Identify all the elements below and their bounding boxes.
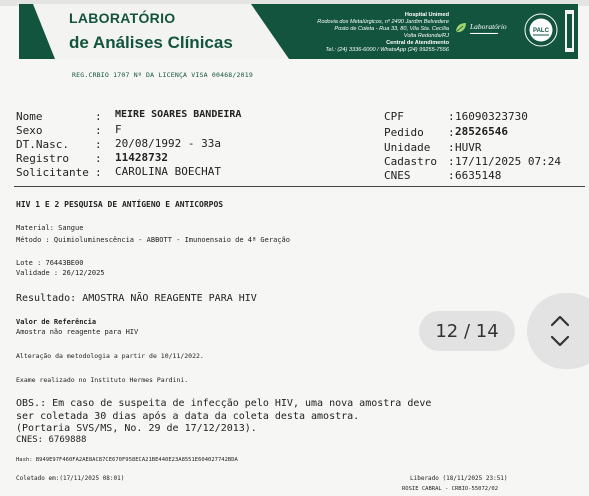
coletado-line: Coletado em:(17/11/2025 08:01) [16,475,125,482]
ref-title: Valor de Referência [16,318,97,326]
alteracao-note: Alteração da metodologia a partir de 10/11/2022. [16,352,204,360]
unidade-label: Unidade [384,141,431,154]
pedido-label: Pedido [384,126,424,139]
obs-line1: OBS.: Em caso de suspeita de infecção pelo HIV, uma nova amostra deve [16,398,432,409]
sexo-value: F [115,123,122,136]
cpf-label: CPF [384,110,404,123]
lab-header [19,4,578,59]
solicitante-value: CAROLINA BOECHAT [115,165,221,178]
registro-label: Registro [16,152,69,165]
cnes-colon: : [448,169,455,182]
liberado-line: Liberado (18/11/2025 23:51) [410,475,508,482]
dtnasc-colon: : [95,138,102,151]
realizado-note: Exame realizado no Instituto Hermes Pardini. [16,376,189,384]
nome-colon: : [95,110,102,123]
exam-resultado: Resultado: AMOSTRA NÃO REAGENTE PARA HIV [16,293,257,304]
cadastro-label: Cadastro [384,155,437,168]
solicitante-label: Solicitante [16,166,89,179]
vertical-label-bar [567,14,572,48]
lab-title-line2: de Análises Clínicas [69,33,233,52]
logo-text: Laboratório [470,22,507,31]
ref-value: Amostra não reagente para HIV [16,328,139,336]
palc-seal-icon [524,13,558,47]
obs-line3: (Portaria SVS/MS, No. 29 de 17/12/2013). [16,423,257,434]
central-atendimento: Central de Atendimento [386,40,449,46]
cnes-value: 6635148 [455,169,502,182]
leaf-icon [455,22,467,34]
dtnasc-label: DT.Nasc. [16,138,69,151]
chevron-up-down-icon[interactable] [549,313,571,349]
patient-name: MEIRE SOARES BANDEIRA [115,109,242,120]
hash-line: Hash: B949E97F460FA2AE8AC87CE670F958ECA21BE440E23A8551E604027742BDA [16,457,238,463]
header-vertical-label [565,10,574,52]
registration-line: REG.CRBIO 1707 Nº DA LICENÇA VISA 00468/2019 [72,71,253,79]
posto-coleta: Posto de Coleta - Rua 33, 80, Vila Sta. Cecília [334,26,449,32]
exam-title: HIV 1 E 2 PESQUISA DE ANTÍGENO E ANTICORPOS [16,200,224,209]
lab-title-line1: LABORATÓRIO [69,10,176,26]
patient-divider [14,186,585,187]
phones: Tel.: (24) 3336-6000 / WhatsApp (24) 99255-7556 [325,47,449,53]
solicitante-colon: : [95,166,102,179]
cpf-value: 16090323730 [455,110,528,123]
exam-material: Material: Sangue [16,224,84,232]
sexo-label: Sexo [16,124,43,137]
unidade-value: HUVR [455,141,482,154]
lab-address [249,12,449,54]
logo-subtext: ▬▬▬▬▬▬▬▬ [470,31,498,35]
pedido-value: 28526546 [455,125,508,138]
exam-validade: Validade : 26/12/2025 [16,269,105,277]
cadastro-colon: : [448,155,455,168]
cpf-colon: : [448,110,455,123]
exam-metodo: Método : Quimioluminescência - ABBOTT - Imunoensaio de 4ª Geração [16,236,290,244]
responsavel-line: ROSIE CABRAL - CRBIO-55072/02 [402,486,499,492]
seal-text: PALC [533,28,549,34]
registro-value: 11428732 [115,151,168,164]
laboratorio-logo [455,20,519,40]
obs-cnes: CNES: 6769888 [16,435,87,445]
hospital-name: Hospital Unimed [404,12,449,18]
hospital-address: Rodovia dos Metalúrgicos, nº 2490 Jardim Belvedere [317,19,449,25]
pedido-colon: : [448,126,455,139]
unidade-colon: : [448,141,455,154]
nome-label: Nome [16,110,43,123]
exam-lote: Lote : 76443BE00 [16,259,84,267]
sexo-colon: : [95,124,102,137]
obs-line2: ser coletada 30 dias após a data da coleta desta amostra. [16,411,360,422]
cadastro-value: 17/11/2025 07:24 [455,155,561,168]
city: Volta Redonda/RJ [403,33,449,39]
registro-colon: : [95,152,102,165]
page-indicator: 12 / 14 [419,311,515,351]
dtnasc-value: 20/08/1992 - 33a [115,137,221,150]
cnes-label: CNES [384,169,411,182]
